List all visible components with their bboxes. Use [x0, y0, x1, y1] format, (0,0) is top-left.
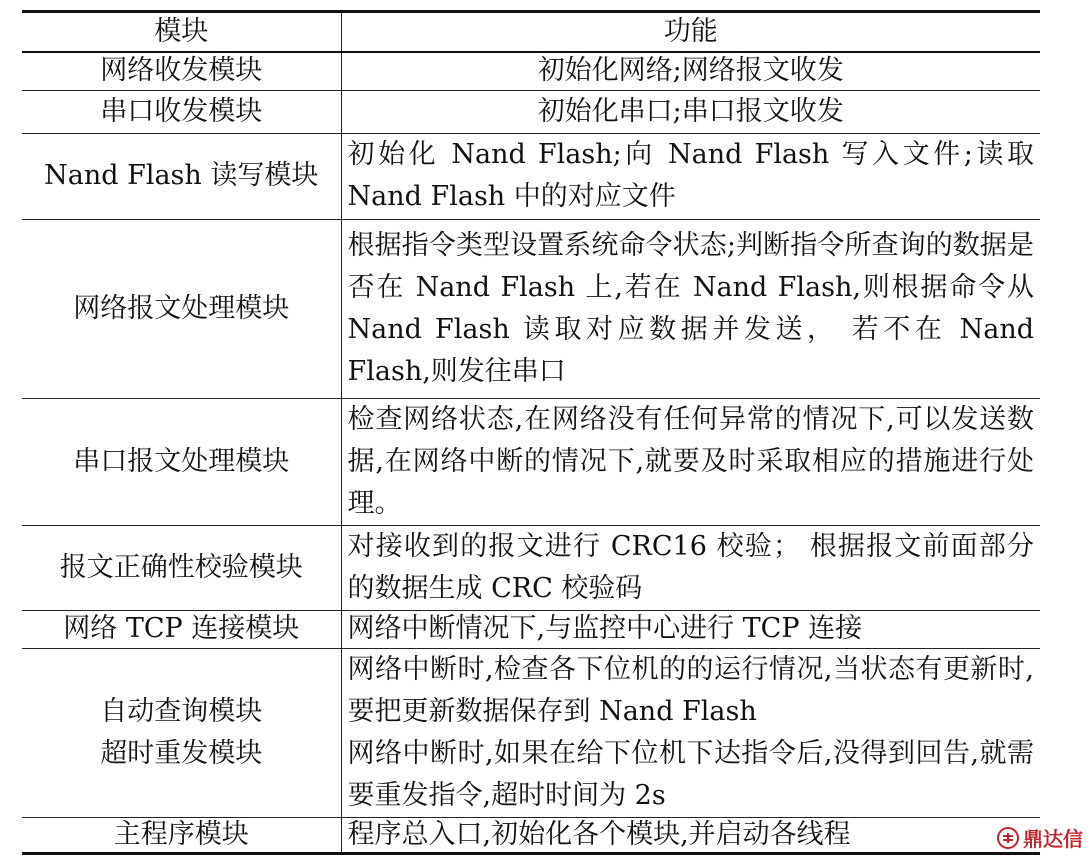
- function-text: 网络中断时,检查各下位机的的运行情况,当状态有更新时,要把更新数据保存到 Nand Flash: [347, 653, 1034, 727]
- function-cell: [341, 219, 1040, 398]
- module-cell: [22, 525, 341, 610]
- table-row: [22, 610, 1040, 648]
- module-name: 网络收发模块: [100, 55, 263, 87]
- function-text: 根据指令类型设置系统命令状态;判断指令所查询的数据是否在 Nand Flash 上,若在 Nand Flash,则根据命令从 Nand Flash 读取对应数据并发送， 若不在 Nand Flash,则发往串口: [347, 229, 1034, 387]
- table-row: [22, 525, 1040, 610]
- module-name: 网络 TCP 连接模块: [63, 613, 300, 644]
- function-cell: [341, 525, 1040, 610]
- table-row: [22, 133, 1040, 219]
- watermark-logo: [997, 823, 1083, 852]
- function-text: 初始化串口;串口报文收发: [537, 95, 844, 127]
- module-cell: [22, 219, 341, 398]
- table-row: [22, 817, 1040, 853]
- watermark-text: 鼎达信: [1023, 827, 1083, 851]
- module-cell: [22, 817, 341, 853]
- module-name: 自动查询模块: [100, 695, 263, 727]
- table-row: [22, 398, 1040, 525]
- module-cell: [22, 610, 341, 648]
- function-cell: [341, 90, 1040, 133]
- function-text: 初始化 Nand Flash;向 Nand Flash 写入文件;读取 Nand Flash 中的对应文件: [347, 139, 1034, 212]
- table-row: [22, 90, 1040, 133]
- function-cell: [341, 52, 1040, 90]
- module-name: 网络报文处理模块: [73, 292, 290, 324]
- table-row: [22, 648, 1040, 817]
- function-text: 网络中断时,如果在给下位机下达指令后,没得到回告,就需要重发指令,超时时间为 2s: [347, 737, 1034, 811]
- module-name: 串口收发模块: [100, 95, 263, 127]
- table-header-row: [22, 12, 1040, 53]
- header-module: 模块: [22, 12, 341, 53]
- module-cell: [22, 52, 341, 90]
- function-cell: [341, 817, 1040, 853]
- function-cell: [341, 398, 1040, 525]
- function-cell: [341, 648, 1040, 817]
- function-text: 初始化网络;网络报文收发: [537, 55, 844, 87]
- module-cell: [22, 648, 341, 817]
- table-row: [22, 219, 1040, 398]
- module-name: 串口报文处理模块: [73, 445, 290, 477]
- table-row: [22, 52, 1040, 90]
- function-text: 检查网络状态,在网络没有任何异常的情况下,可以发送数据,在网络中断的情况下,就要及时采取相应的措施进行处理。: [347, 403, 1034, 519]
- function-text: 对接收到的报文进行 CRC16 校验； 根据报文前面部分的数据生成 CRC 校验码: [347, 530, 1034, 604]
- module-name: Nand Flash 读写模块: [44, 160, 319, 191]
- module-name: 报文正确性校验模块: [59, 551, 303, 583]
- function-cell: [341, 610, 1040, 648]
- logo-icon: [997, 827, 1019, 849]
- header-function: 功能: [341, 12, 1040, 53]
- module-name: 主程序模块: [113, 818, 249, 850]
- module-cell: [22, 133, 341, 219]
- module-cell: [22, 398, 341, 525]
- function-text: 程序总入口,初始化各个模块,并启动各线程: [347, 818, 851, 850]
- module-function-table: [22, 10, 1040, 855]
- function-text: 网络中断情况下,与监控中心进行 TCP 连接: [347, 613, 863, 644]
- function-cell: [341, 133, 1040, 219]
- module-name: 超时重发模块: [100, 737, 263, 769]
- module-cell: [22, 90, 341, 133]
